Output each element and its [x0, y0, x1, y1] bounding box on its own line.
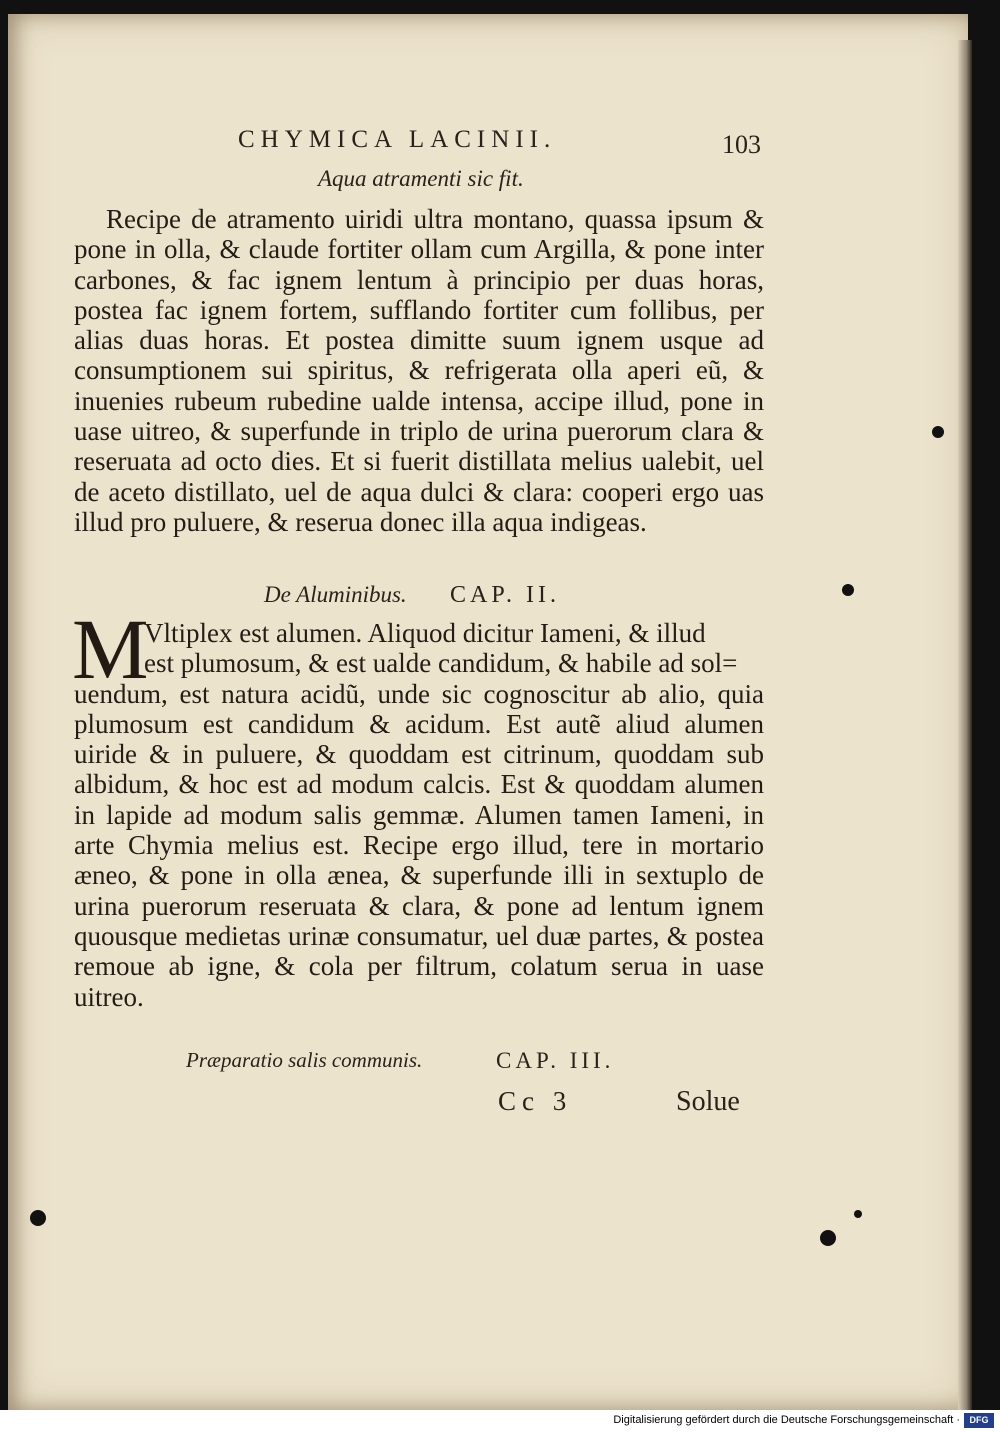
footer-bar [0, 1410, 1000, 1433]
ink-spot [820, 1230, 836, 1246]
book-page [8, 14, 968, 1410]
ink-spot [854, 1210, 862, 1218]
ink-spot [932, 426, 944, 438]
chapter-number: CAP. III. [496, 1048, 615, 1073]
ink-spot [842, 584, 854, 596]
funding-notice: Digitalisierung gefördert durch die Deutsche Forschungsgemeinschaft · [613, 1414, 960, 1426]
running-head: CHYMICA LACINII. [238, 126, 557, 153]
signature-mark: Cc 3 [498, 1086, 573, 1116]
paragraph-de-aluminibus [72, 601, 764, 1012]
chapter-title: De Aluminibus. [264, 582, 407, 607]
section-heading: Aqua atramenti sic fit. [318, 166, 524, 191]
page-edge [958, 40, 972, 1410]
chapter-heading-3 [186, 1048, 615, 1073]
chapter-number: CAP. II. [450, 582, 561, 608]
ink-spot [30, 1210, 46, 1226]
paragraph-line: est plumosum, & est ualde candidum, & habile ad sol= [144, 648, 738, 679]
paragraph-line: Vltiplex est alumen. Aliquod dicitur Iameni, & illud [144, 618, 706, 648]
drop-capital: M [72, 601, 149, 697]
dfg-logo-icon: DFG [964, 1413, 994, 1428]
catchword: Solue [676, 1086, 740, 1117]
paragraph-body: uendum, est natura acidũ, unde sic cognoscitur ab alio, quia plumosum est candidum & acidum. Est autẽ aliud alumen uiride & in puluere, & quoddam est citrinum, quoddam sub albidum, & hoc est ad modum calcis. Est & quoddam alumen in lapide ad modum salis gemmæ. Alumen tamen Iameni, in arte Chymia melius est. Recipe ergo illud, tere in mortario æneo, & pone in olla ænea, & superfunde illi in sextuplo de urina puerorum reseruata & clara, & pone ad lentum ignem quousque medietas urinæ consumatur, uel duæ partes, & postea remoue ab igne, & cola per filtrum, colatum serua in uase uitreo. [74, 678, 764, 1012]
chapter-heading-2 [264, 582, 561, 608]
page-number: 103 [722, 130, 761, 159]
chapter-title: Præparatio salis communis. [186, 1048, 423, 1072]
paragraph-aqua-atramenti: Recipe de atramento uiridi ultra montano, quassa ipsum & pone in olla, & claude fortiter ollam cum Argilla, & pone inter carbones, & fac ignem lentum à principio per duas horas, postea fac ignem fortem, sufflando fortiter cum follibus, per alias duas horas. Et postea dimitte suum ignem usque ad consumptionem sui spiritus, & refrigerata olla aperi eũ, & inuenies rubeum rubedine ualde intensa, accipe illud, pone in uase uitreo, & superfunde in triplo de urina puerorum clara & reseruata ad octo dies. Et si fuerit distillata melius ualebit, uel de aceto distillato, uel de aqua dulci & clara: cooperi ergo uas illud pro puluere, & reserua donec illa aqua indigeas. [74, 204, 764, 537]
